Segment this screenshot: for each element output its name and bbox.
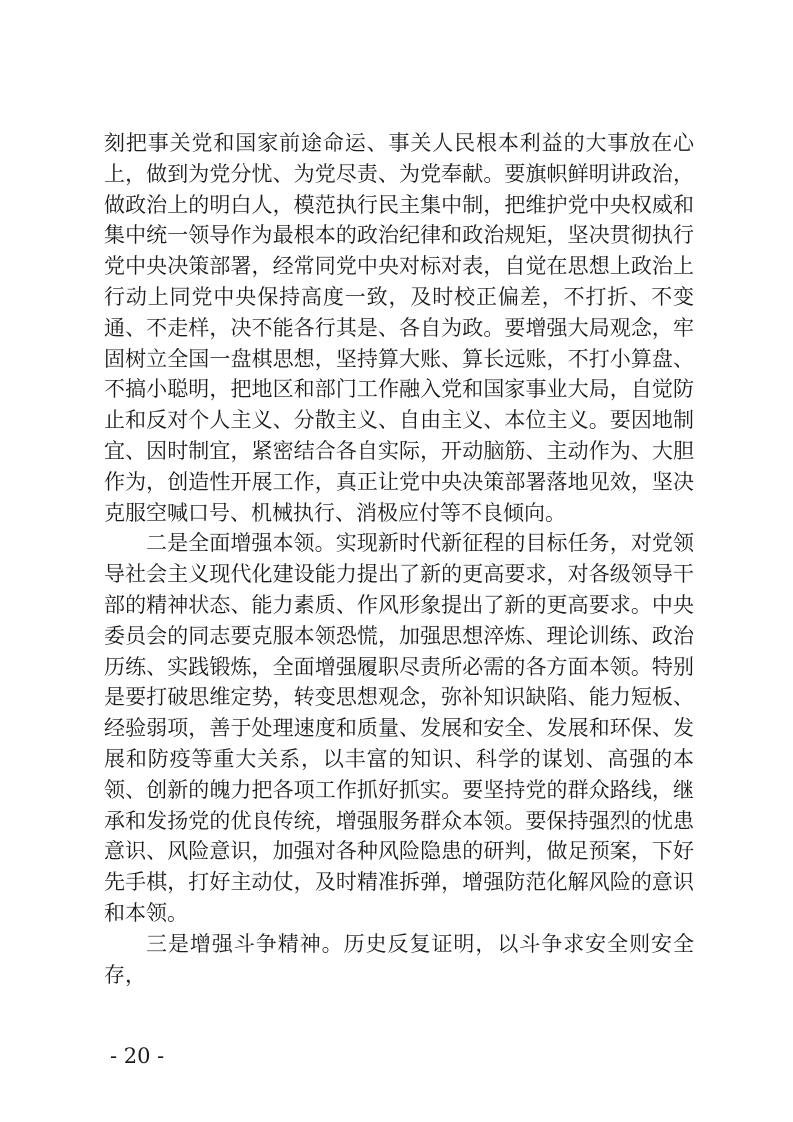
paragraph-3: 三是增强斗争精神。历史反复证明，以斗争求安全则安全存， xyxy=(104,931,694,987)
paragraph-1: 刻把事关党和国家前途命运、事关人民根本利益的大事放在心上，做到为党分忧、为党尽责、为党奉献。要旗帜鲜明讲政治，做政治上的明白人，模范执行民主集中制，把维护党中央权威和集中统一领导作为最根本的政治纪律和政治规矩，坚决贯彻执行党中央决策部署，经常同党中央对标对表，自觉在思想上政治上行动上同党中央保持高度一致，及时校正偏差，不打折、不变通、不走样，决不能各行其是、各自为政。要增强大局观念，牢固树立全国一盘棋思想，坚持算大账、算长远账，不打小算盘、不搞小聪明，把地区和部门工作融入党和国家事业大局，自觉防止和反对个人主义、分散主义、自由主义、本位主义。要因地制宜、因时制宜，紧密结合各自实际，开动脑筋、主动作为、大胆作为，创造性开展工作，真正让党中央决策部署落地见效，坚决克服空喊口号、机械执行、消极应付等不良倾向。 xyxy=(104,131,694,525)
page-number: - 20 - xyxy=(110,1044,165,1068)
paragraph-2: 二是全面增强本领。实现新时代新征程的目标任务，对党领导社会主义现代化建设能力提出了新的更高要求，对各级领导干部的精神状态、能力素质、作风形象提出了新的更高要求。中央委员会的同志要克服本领恐慌，加强思想淬炼、理论训练、政治历练、实践锻炼，全面增强履职尽责所必需的各方面本领。特别是要打破思维定势，转变思想观念，弥补知识缺陷、能力短板、经验弱项，善于处理速度和质量、发展和安全、发展和环保、发展和防疫等重大关系，以丰富的知识、科学的谋划、高强的本领、创新的魄力把各项工作抓好抓实。要坚持党的群众路线，继承和发扬党的优良传统，增强服务群众本领。要保持强烈的忧患意识、风险意识，加强对各种风险隐患的研判，做足预案，下好先手棋，打好主动仗，及时精准拆弹，增强防范化解风险的意识和本领。 xyxy=(104,531,694,925)
body-text xyxy=(104,128,694,990)
